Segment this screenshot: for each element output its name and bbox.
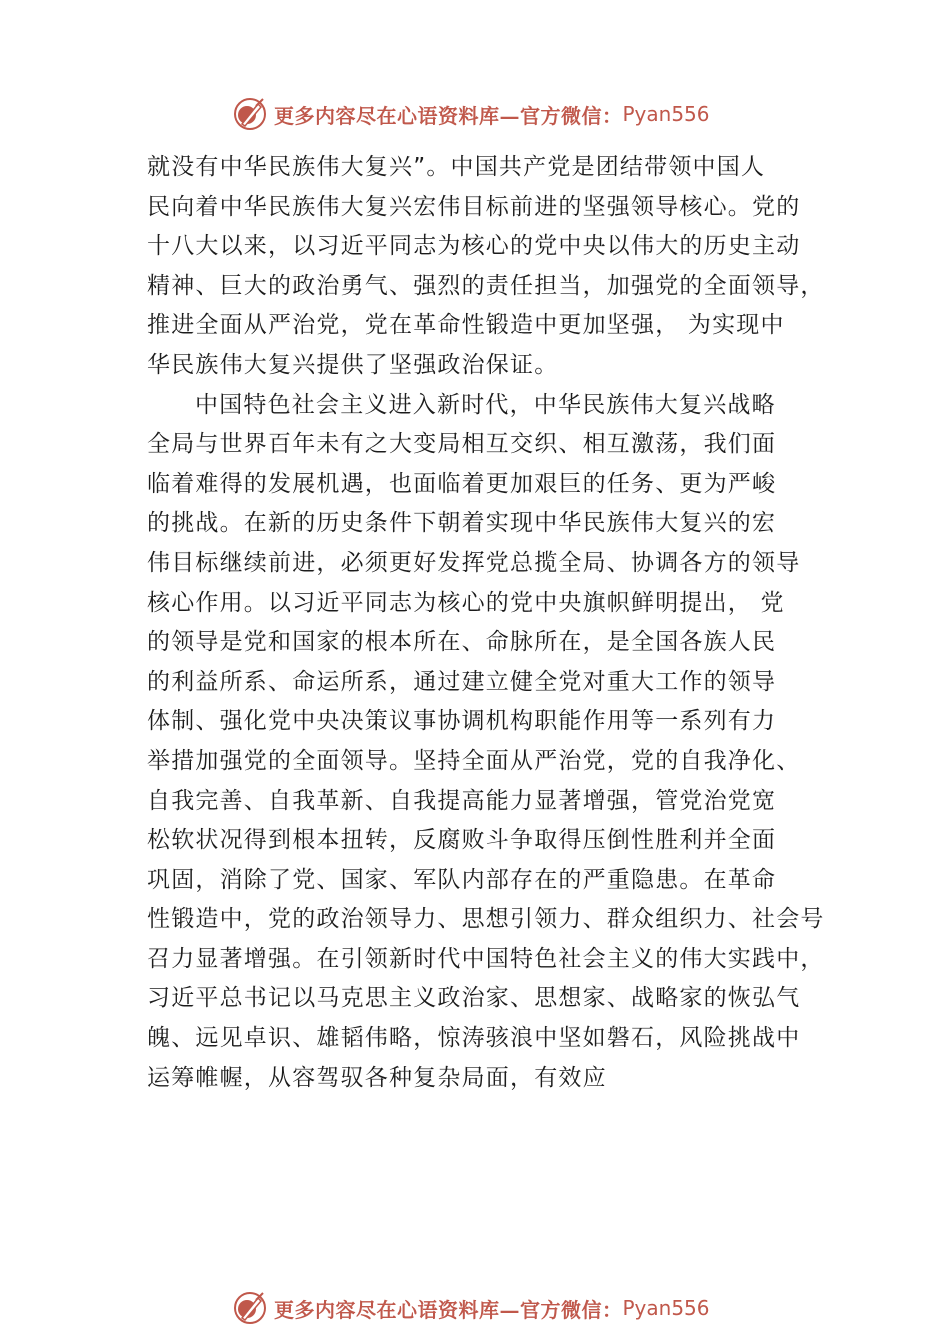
header-banner-handle: Pyan556: [622, 102, 710, 126]
header-banner: [232, 94, 710, 134]
document-body: [147, 148, 847, 1098]
body-line: 伟目标继续前进，必须更好发挥党总揽全局、协调各方的领导: [147, 549, 801, 576]
footer-banner-handle: Pyan556: [622, 1296, 710, 1320]
body-line: 精神、巨大的政治勇气、强烈的责任担当，加强党的全面领导，: [147, 272, 825, 299]
body-line: 全局与世界百年未有之大变局相互交织、相互激荡，我们面: [147, 431, 777, 458]
paragraph-start-line: 中国特色社会主义进入新时代，中华民族伟大复兴战略: [195, 391, 776, 418]
body-line: 体制、强化党中央决策议事协调机构职能作用等一系列有力: [147, 708, 777, 735]
body-line: 就没有中华民族伟大复兴”。中国共产党是团结带领中国人: [147, 154, 766, 180]
body-line: 的利益所系、命运所系，通过建立健全党对重大工作的领导: [147, 668, 777, 695]
body-line: 十八大以来，以习近平同志为核心的党中央以伟大的历史主动: [147, 233, 801, 260]
quill-logo-icon: [232, 1290, 268, 1326]
header-banner-text: 更多内容尽在心语资料库—官方微信：: [274, 103, 623, 128]
quill-logo-icon: [232, 96, 268, 132]
body-line: 华民族伟大复兴提供了坚强政治保证。: [147, 351, 559, 378]
body-line: 运筹帷幄，从容驾驭各种复杂局面，有效应: [147, 1064, 607, 1091]
footer-banner-text: 更多内容尽在心语资料库—官方微信：: [274, 1297, 623, 1322]
body-line: 自我完善、自我革新、自我提高能力显著增强，管党治党宽: [147, 787, 777, 814]
body-line: 松软状况得到根本扭转，反腐败斗争取得压倒性胜利并全面: [147, 827, 777, 854]
body-line: 的领导是党和国家的根本所在、命脉所在，是全国各族人民: [147, 629, 777, 656]
body-line: 举措加强党的全面领导。坚持全面从严治党，党的自我净化、: [147, 747, 801, 774]
body-line: 魄、远见卓识、雄韬伟略，惊涛骇浪中坚如磐石，风险挑战中: [147, 1025, 801, 1052]
body-line: 的挑战。在新的历史条件下朝着实现中华民族伟大复兴的宏: [147, 510, 777, 537]
body-line: 性锻造中，党的政治领导力、思想引领力、群众组织力、社会号: [147, 906, 825, 933]
body-line: 推进全面从严治党，党在革命性锻造中更加坚强， 为实现中: [147, 312, 785, 339]
body-line: 核心作用。以习近平同志为核心的党中央旗帜鲜明提出， 党: [147, 589, 785, 616]
body-line: 习近平总书记以马克思主义政治家、思想家、战略家的恢弘气: [147, 985, 801, 1012]
body-line: 巩固，消除了党、国家、军队内部存在的严重隐患。在革命: [147, 866, 777, 893]
body-line: 临着难得的发展机遇，也面临着更加艰巨的任务、更为严峻: [147, 470, 777, 497]
body-line: 民向着中华民族伟大复兴宏伟目标前进的坚强领导核心。党的: [147, 193, 801, 220]
footer-banner: [232, 1288, 710, 1328]
body-line: 召力显著增强。在引领新时代中国特色社会主义的伟大实践中，: [147, 945, 825, 972]
